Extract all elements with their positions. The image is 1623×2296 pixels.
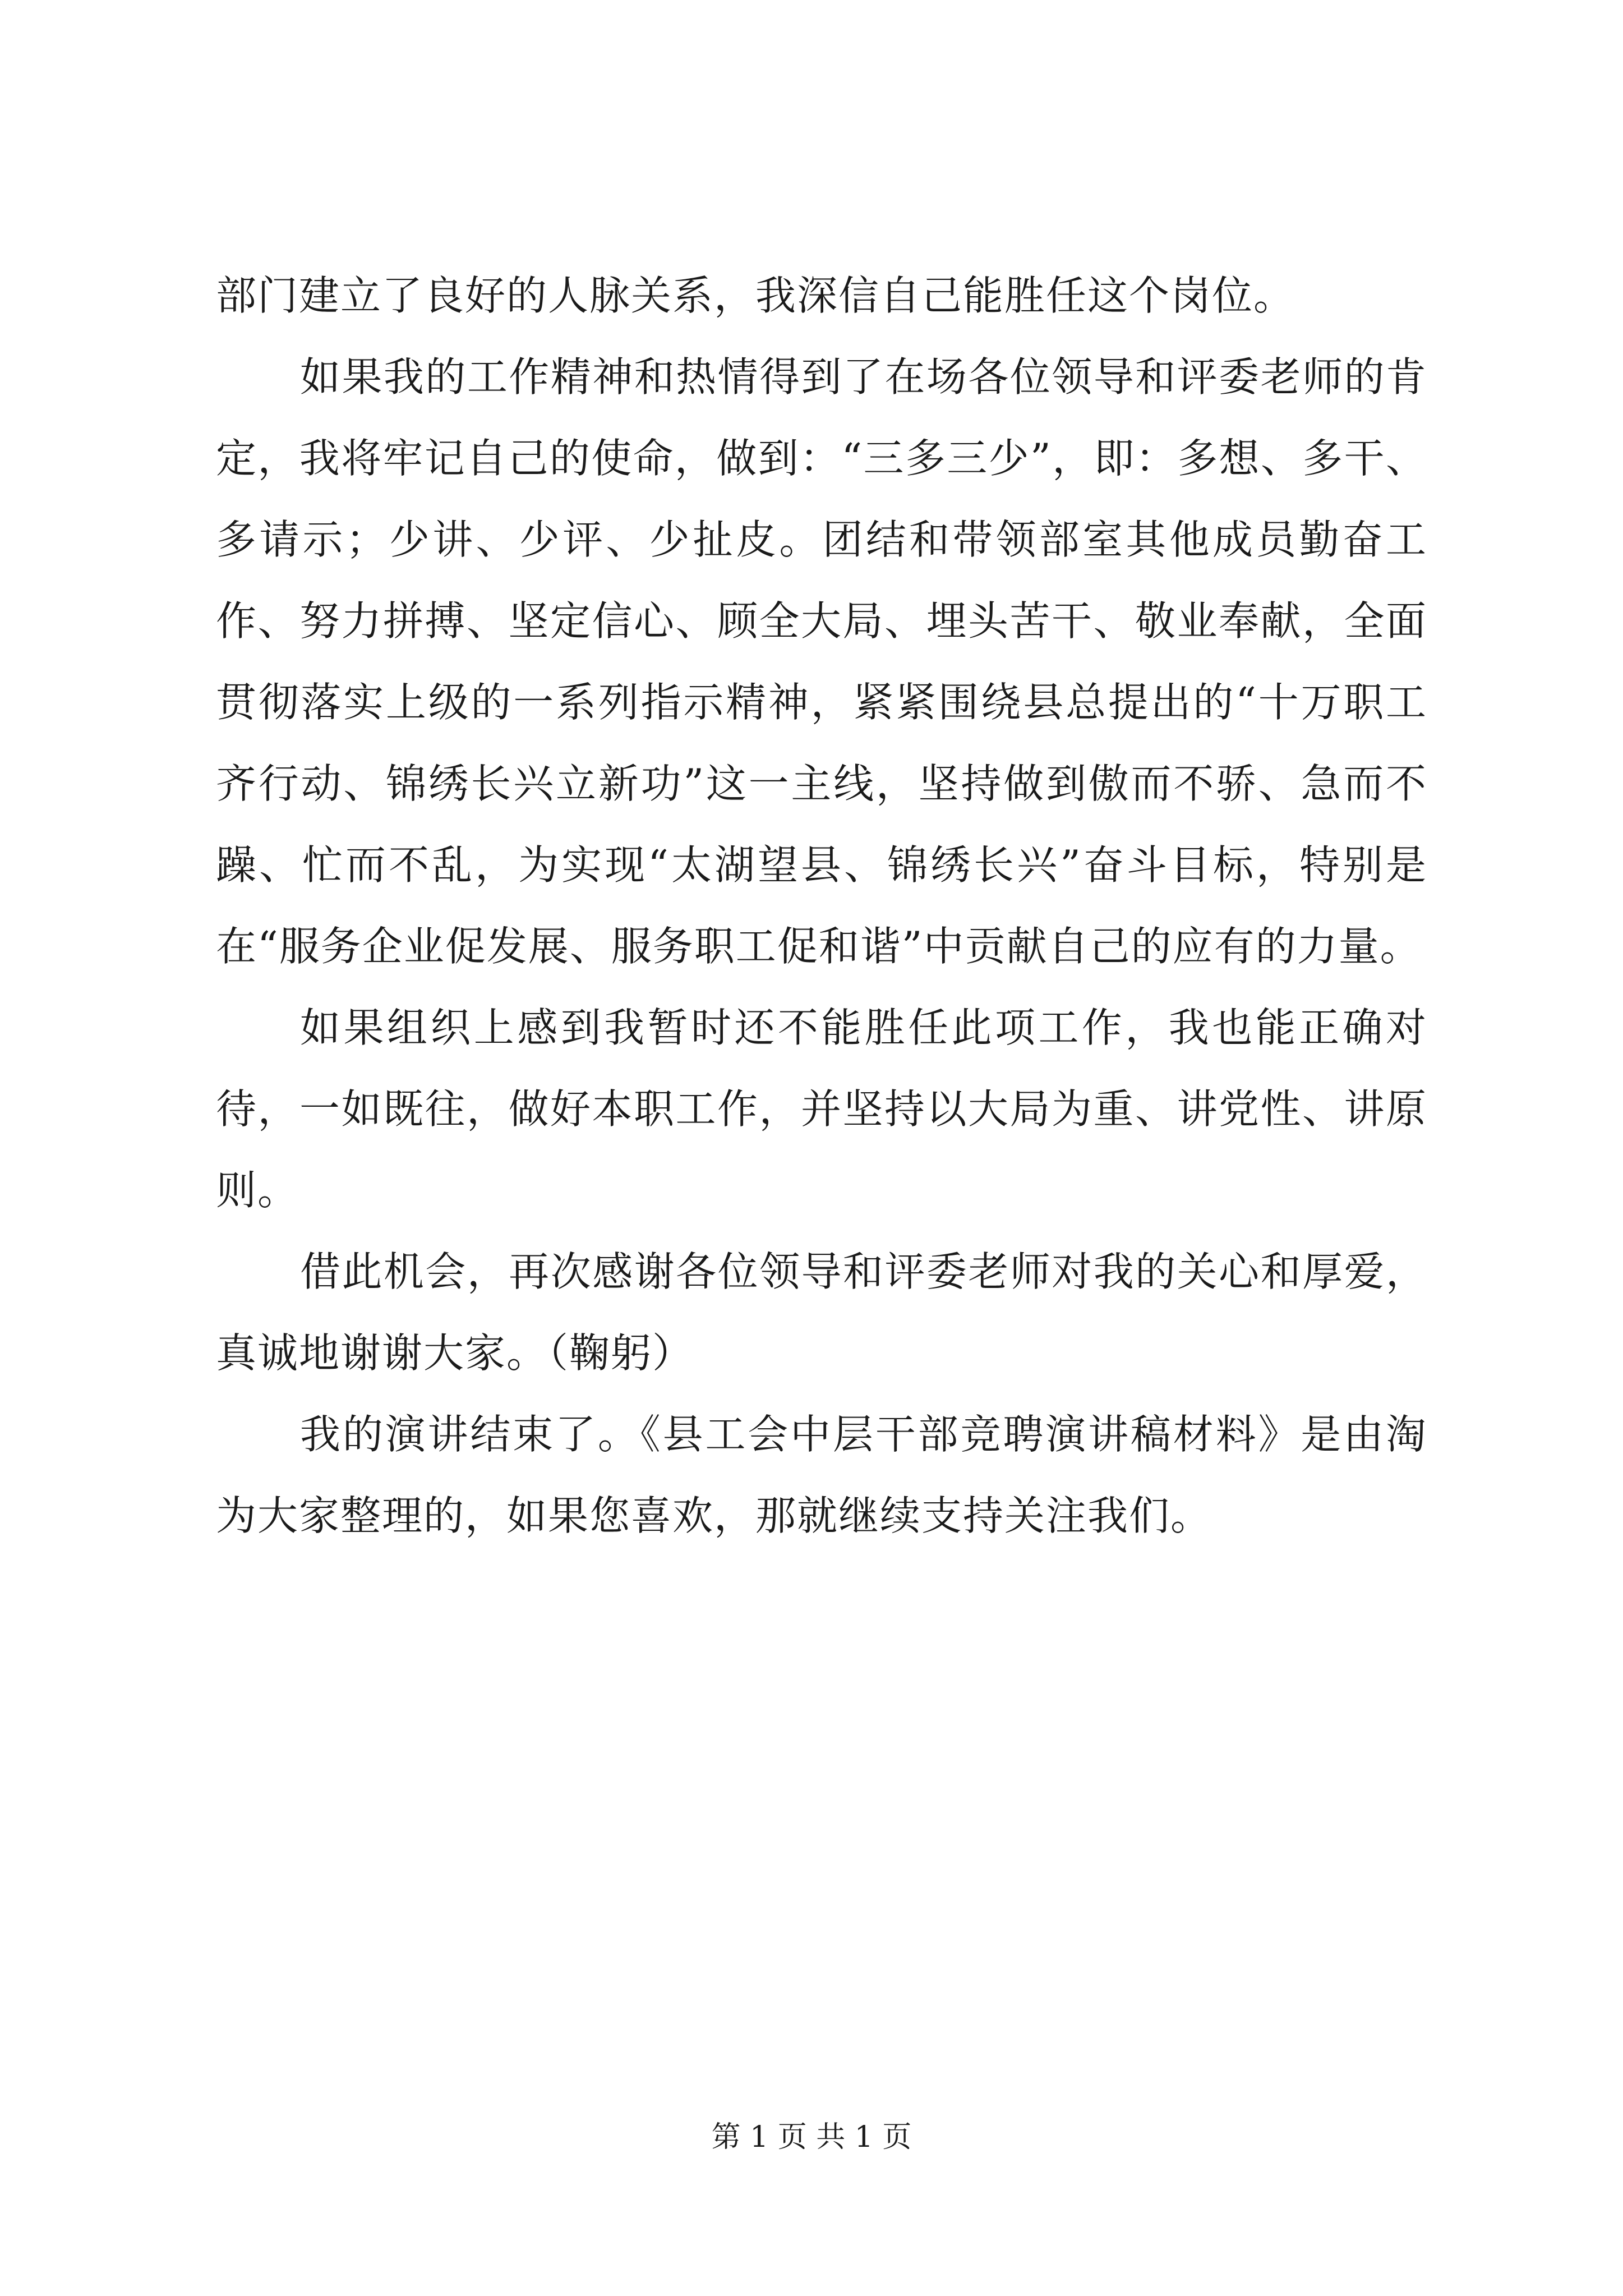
paragraph-contingency: 如果组织上感到我暂时还不能胜任此项工作，我也能正确对待，一如既往，做好本职工作，并坚持以大局为重、讲党性、讲原则。 <box>216 1004 1427 1214</box>
paragraph-thanks: 借此机会，再次感谢各位领导和评委老师对我的关心和厚爱，真诚地谢谢大家。（鞠躬） <box>216 1248 1427 1377</box>
paragraph-closing: 我的演讲结束了。《县工会中层干部竞聘演讲稿材料》是由淘为大家整理的，如果您喜欢，那就继续支持关注我们。 <box>216 1411 1427 1539</box>
paragraph-commitment: 如果我的工作精神和热情得到了在场各位领导和评委老师的肯定，我将牢记自己的使命，做到：“三多三少”，即：多想、多干、多请示；少讲、少评、少扯皮。团结和带领部室其他成员勤奋工作、努力拼搏、坚定信心、顾全大局、埋头苦干、敬业奉献，全面贯彻落实上级的一系列指示精神，紧紧围绕县总提出的“十万职工齐行动、锦绣长兴立新功”这一主线，坚持做到傲而不骄、急而不躁、忙而不乱，为实现“太湖望县、锦绣长兴”奋斗目标，特别是在“服务企业促发展、服务职工促和谐”中贡献自己的应有的力量。 <box>216 353 1427 970</box>
paragraph-continuation: 部门建立了良好的人脉关系，我深信自己能胜任这个岗位。 <box>216 272 1295 319</box>
document-body <box>216 255 1427 1557</box>
page-number-footer: 第 1 页 共 1 页 <box>711 2120 912 2154</box>
